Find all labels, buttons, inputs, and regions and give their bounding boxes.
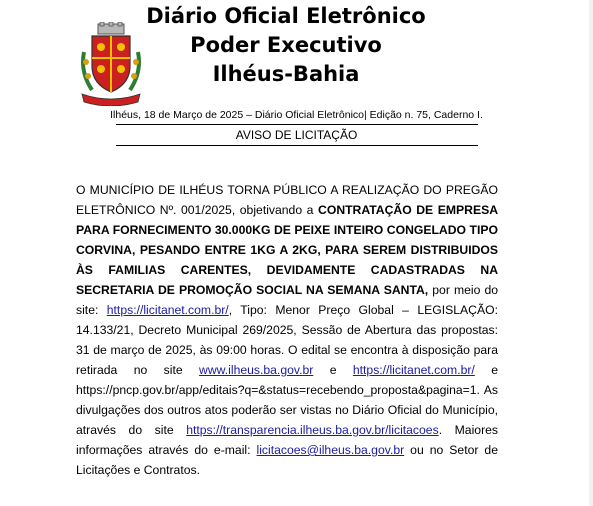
link-transparencia[interactable]: https://transparencia.ilheus.ba.gov.br/licitacoes xyxy=(186,423,439,437)
edition-line: Ilhéus, 18 de Março de 2025 – Diário Oficial Eletrônico| Edição n. 75, Caderno I. xyxy=(110,109,483,121)
notice-object-bold: CONTRATAÇÃO DE EMPRESA PARA FORNECIMENTO 30.000KG DE PEIXE INTEIRO CONGELADO TIPO CORVINA, PESANDO ENTRE 1KG A 2KG, PARA SEREM DISTRIBUIDOS ÀS FAMILIAS CARENTES, DEVIDAMENTE CADASTRADAS NA SECRETARIA DE PROMOÇÃO SOCIAL NA SEMANA SANTA, xyxy=(76,203,499,297)
notice-text-7: ou no Setor de Licitações e Contratos. xyxy=(76,443,498,477)
link-licitanet-2[interactable]: https://licitanet.com.br/ xyxy=(352,363,475,377)
document-header xyxy=(0,0,593,112)
scrollbar[interactable] xyxy=(589,0,593,506)
title-line-1: Diário Oficial Eletrônico xyxy=(146,4,426,28)
link-ilheus-site[interactable]: www.ilheus.ba.gov.br xyxy=(199,363,314,377)
notice-body xyxy=(76,180,498,480)
link-licitanet-1[interactable]: https://licitanet.com.br/ xyxy=(106,303,229,317)
notice-text-2: por meio do site: xyxy=(76,283,499,317)
title-block xyxy=(110,2,462,89)
title-line-3: Ilhéus-Bahia xyxy=(212,62,360,86)
notice-text-5: e https://pncp.gov.br/app/editais?q=&status=recebendo_proposta&pagina=1. As divulgações dos outros atos poderão ser vistas no Diário Oficial do Município, através do site xyxy=(76,363,498,437)
divider-top xyxy=(116,124,478,125)
notice-text-1: O MUNICÍPIO DE ILHÉUS TORNA PÚBLICO A REALIZAÇÃO DO PREGÃO ELETRÔNICO Nº. 001/2025, objetivando a xyxy=(76,183,498,217)
notice-text-4: e xyxy=(313,363,353,377)
link-email[interactable]: licitacoes@ilheus.ba.gov.br xyxy=(256,443,405,457)
notice-text-6: . Maiores informações através do e-mail: xyxy=(76,423,498,457)
notice-heading: AVISO DE LICITAÇÃO xyxy=(235,128,358,142)
title-line-2: Poder Executivo xyxy=(190,33,382,57)
divider-bottom xyxy=(116,145,478,146)
notice-text-3: , Tipo: Menor Preço Global – LEGISLAÇÃO: 14.133/21, Decreto Municipal 269/2025, Sessão de Abertura das propostas: 31 de março de 2025, às 09:00 horas. O edital se encontra à disposição para retirada no site xyxy=(76,303,498,377)
